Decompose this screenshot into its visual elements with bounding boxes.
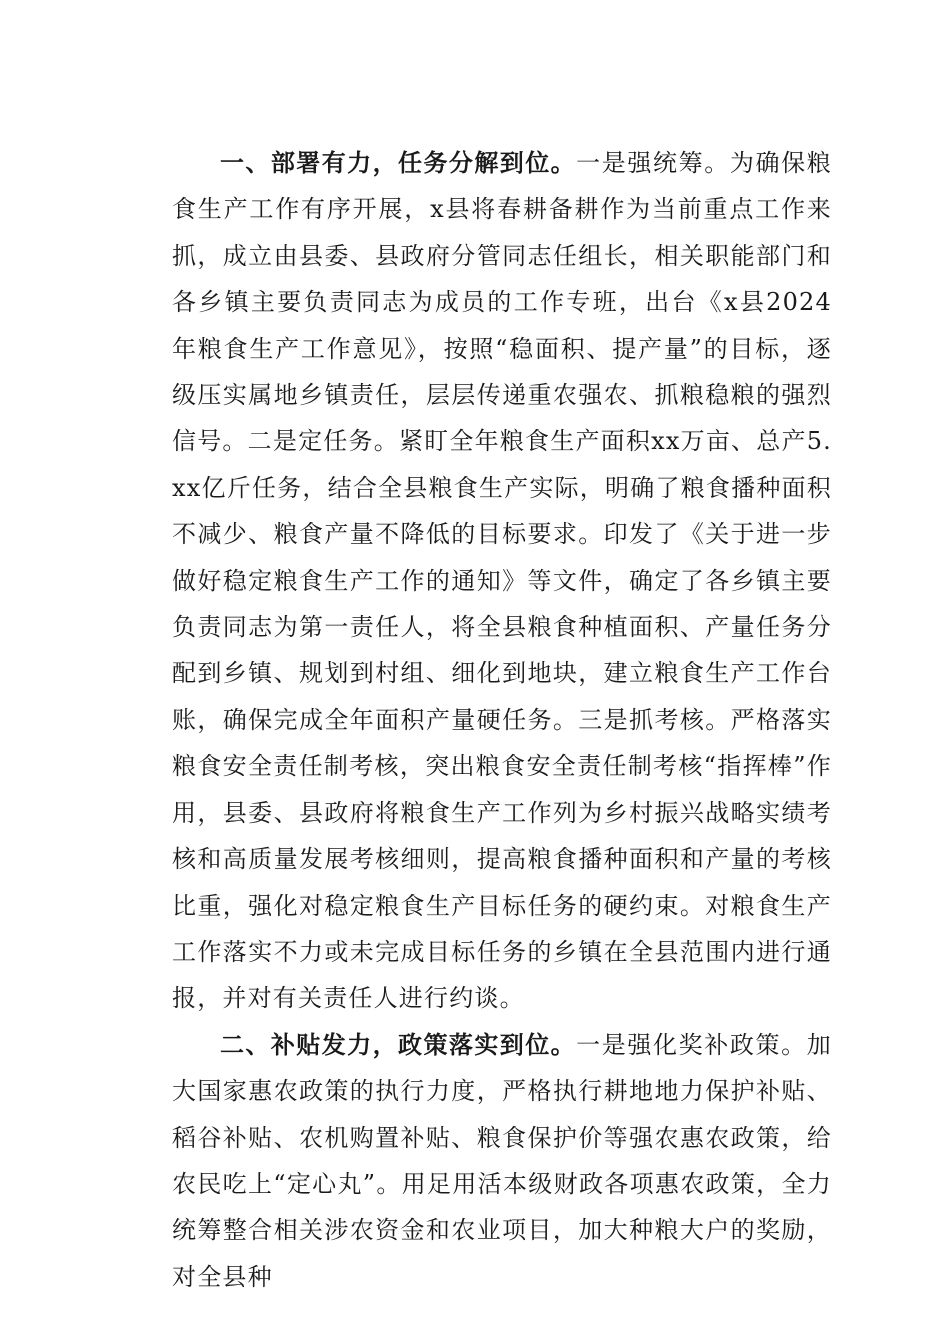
paragraph-2 [172, 1022, 832, 1300]
paragraph-1-heading: 一、部署有力，任务分解到位。 [220, 149, 577, 177]
paragraph-2-heading: 二、补贴发力，政策落实到位。 [220, 1030, 577, 1059]
paragraph-1 [172, 140, 832, 1022]
paragraph-2-text: 一是强化奖补政策。加大国家惠农政策的执行力度，严格执行耕地地力保护补贴、稻谷补贴、农机购置补贴、粮食保护价等强农惠农政策，给农民吃上“定心丸”。用足用活本级财政各项惠农政策，全力统筹整合相关涉农资金和农业项目，加大种粮大户的奖励，对全县种 [172, 1030, 833, 1291]
document-body [172, 140, 832, 1300]
paragraph-1-text: 一是强统筹。为确保粮食生产工作有序开展，x县将春耕备耕作为当前重点工作来抓，成立由县委、县政府分管同志任组长，相关职能部门和各乡镇主要负责同志为成员的工作专班，出台《x县2024年粮食生产工作意见》，按照“稳面积、提产量”的目标，逐级压实属地乡镇责任，层层传递重农强农、抓粮稳粮的强烈信号。二是定任务。紧盯全年粮食生产面积xx万亩、总产5.xx亿斤任务，结合全县粮食生产实际，明确了粮食播种面积不减少、粮食产量不降低的目标要求。印发了《关于进一步做好稳定粮食生产工作的通知》等文件，确定了各乡镇主要负责同志为第一责任人，将全县粮食种植面积、产量任务分配到乡镇、规划到村组、细化到地块，建立粮食生产工作台账，确保完成全年面积产量硬任务。三是抓考核。严格落实粮食安全责任制考核，突出粮食安全责任制考核“指挥棒”作用，县委、县政府将粮食生产工作列为乡村振兴战略实绩考核和高质量发展考核细则，提高粮食播种面积和产量的考核比重，强化对稳定粮食生产目标任务的硬约束。对粮食生产工作落实不力或未完成目标任务的乡镇在全县范围内进行通报，并对有关责任人进行约谈。 [172, 149, 833, 1013]
